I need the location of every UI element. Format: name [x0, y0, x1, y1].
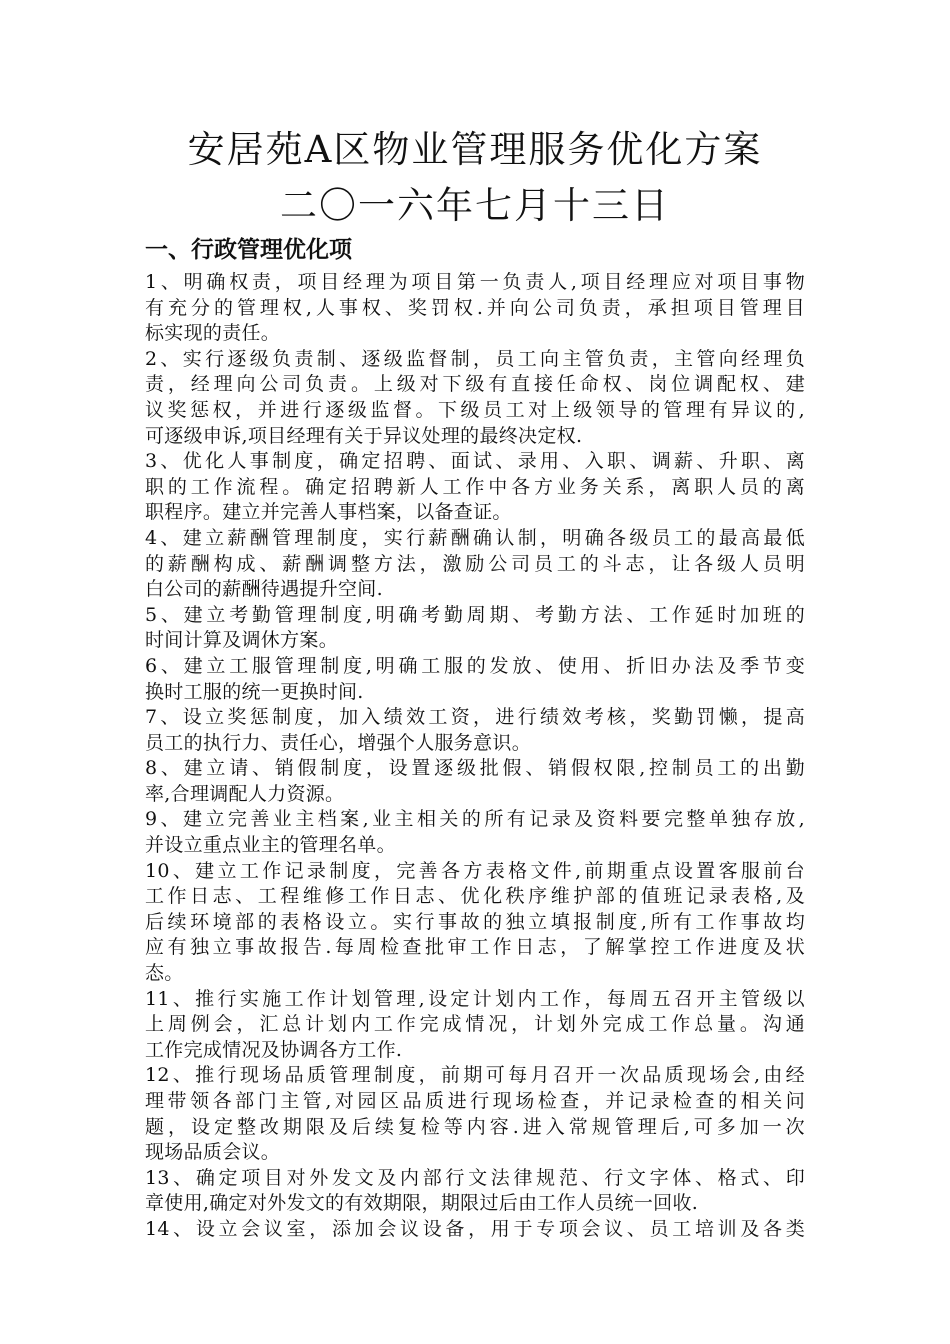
paragraph-line: 12、推行现场品质管理制度，前期可每月召开一次品质现场会,由经 — [145, 1064, 805, 1087]
paragraph-item — [145, 603, 805, 654]
paragraph-item — [145, 987, 805, 1064]
paragraph-item — [145, 347, 805, 449]
paragraph-line: 议奖惩权，并进行逐级监督。下级员工对上级领导的管理有异议的, — [145, 398, 805, 421]
paragraph-line: 7、设立奖惩制度，加入绩效工资，进行绩效考核，奖勤罚懒，提高 — [145, 706, 805, 729]
paragraph-item — [145, 270, 805, 347]
paragraph-line: 8、建立请、销假制度，设置逐级批假、销假权限,控制员工的出勤 — [145, 757, 805, 780]
paragraph-item — [145, 449, 805, 526]
paragraph-line: 9、建立完善业主档案,业主相关的所有记录及资料要完整单独存放, — [145, 808, 805, 831]
paragraph-line: 职程序。建立并完善人事档案，以备查证。 — [145, 501, 512, 524]
paragraph-item — [145, 756, 805, 807]
paragraph-line: 时间计算及调休方案。 — [145, 629, 339, 652]
document-body — [145, 270, 805, 1243]
paragraph-item — [145, 1166, 805, 1217]
paragraph-line: 态。 — [145, 962, 184, 985]
paragraph-line: 3、优化人事制度，确定招聘、面试、录用、入职、调薪、升职、离 — [145, 450, 805, 473]
paragraph-item — [145, 1217, 805, 1243]
paragraph-line: 责，经理向公司负责。上级对下级有直接任命权、岗位调配权、建 — [145, 373, 805, 396]
paragraph-line: 标实现的责任。 — [145, 322, 281, 345]
paragraph-item — [145, 859, 805, 987]
paragraph-line: 13、确定项目对外发文及内部行文法律规范、行文字体、格式、印 — [145, 1166, 805, 1189]
paragraph-line: 换时工服的统一更换时间. — [145, 680, 364, 703]
section-heading-administration: 一、行政管理优化项 — [145, 237, 352, 263]
paragraph-line: 6、建立工服管理制度,明确工服的发放、使用、折旧办法及季节变 — [145, 654, 805, 677]
document-date: 二〇一六年七月十三日 — [280, 184, 670, 227]
paragraph-item — [145, 654, 805, 705]
paragraph-item — [145, 526, 805, 603]
paragraph-line: 有充分的管理权,人事权、奖罚权.并向公司负责，承担项目管理目 — [145, 296, 805, 319]
paragraph-line: 并设立重点业主的管理名单。 — [145, 834, 396, 857]
paragraph-line: 1、明确权责，项目经理为项目第一负责人,项目经理应对项目事物 — [145, 271, 805, 293]
paragraph-line: 员工的执行力、责任心，增强个人服务意识。 — [145, 731, 532, 754]
paragraph-line: 10、建立工作记录制度，完善各方表格文件,前期重点设置客服前台 — [145, 859, 805, 882]
paragraph-line: 工作完成情况及协调各方工作. — [145, 1038, 403, 1061]
paragraph-line: 理带领各部门主管,对园区品质进行现场检查，并记录检查的相关问 — [145, 1090, 805, 1112]
paragraph-line: 职的工作流程。确定招聘新人工作中各方业务关系，离职人员的离 — [145, 475, 805, 498]
paragraph-line: 5、建立考勤管理制度,明确考勤周期、考勤方法、工作延时加班的 — [145, 603, 805, 626]
paragraph-line: 章使用,确定对外发文的有效期限，期限过后由工作人员统一回收. — [145, 1192, 699, 1215]
paragraph-line: 14、设立会议室，添加会议设备，用于专项会议、员工培训及各类 — [145, 1217, 805, 1240]
paragraph-line: 可逐级申诉,项目经理有关于异议处理的最终决定权. — [145, 424, 583, 447]
paragraph-line: 上周例会，汇总计划内工作完成情况，计划外完成工作总量。沟通 — [145, 1013, 805, 1036]
document-title: 安居苑A区物业管理服务优化方案 — [187, 128, 763, 171]
paragraph-item — [145, 1063, 805, 1165]
paragraph-line: 白公司的薪酬待遇提升空间. — [145, 578, 383, 601]
paragraph-line: 2、实行逐级负责制、逐级监督制，员工向主管负责，主管向经理负 — [145, 347, 805, 370]
paragraph-line: 现场品质会议。 — [145, 1141, 281, 1164]
paragraph-line: 后续环境部的表格设立。实行事故的独立填报制度,所有工作事故均 — [145, 910, 805, 933]
paragraph-line: 工作日志、工程维修工作日志、优化秩序维护部的值班记录表格,及 — [145, 885, 805, 908]
paragraph-item — [145, 807, 805, 858]
paragraph-line: 的薪酬构成、薪酬调整方法，激励公司员工的斗志，让各级人员明 — [145, 552, 805, 575]
paragraph-line: 应有独立事故报告.每周检查批审工作日志，了解掌控工作进度及状 — [145, 936, 805, 959]
paragraph-line: 率,合理调配人力资源。 — [145, 782, 345, 805]
paragraph-line: 4、建立薪酬管理制度，实行薪酬确认制，明确各级员工的最高最低 — [145, 526, 805, 549]
paragraph-line: 题，设定整改期限及后续复检等内容.进入常规管理后,可多加一次 — [145, 1115, 805, 1138]
paragraph-line: 11、推行实施工作计划管理,设定计划内工作，每周五召开主管级以 — [145, 987, 805, 1010]
paragraph-item — [145, 705, 805, 756]
